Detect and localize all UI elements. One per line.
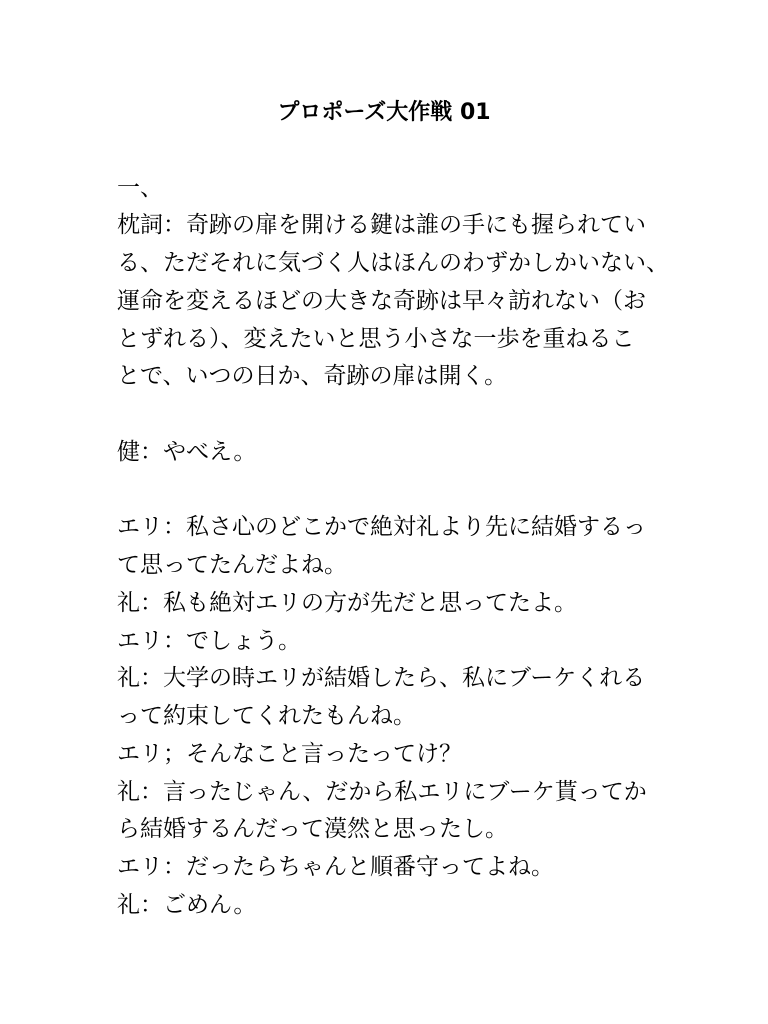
epigraph-line: とずれる）、変えたいと思う小さな一歩を重ねるこ <box>117 325 635 352</box>
dialogue-line: エリ：でしょう。 <box>117 627 301 654</box>
document-title: プロポーズ大作戦 01 <box>277 100 491 125</box>
dialogue-line: 礼：大学の時エリが結婚したら、私にブーケくれる <box>117 665 646 692</box>
blank-line <box>0 132 768 170</box>
epigraph <box>0 207 768 396</box>
dialogue-line: エリ：だったらちゃんと順番守ってよね。 <box>117 854 554 880</box>
scene-2 <box>0 509 768 924</box>
document-body <box>0 94 768 925</box>
epigraph-line: る、ただそれに気づく人はほんのわずかしかいない、 <box>117 250 669 276</box>
dialogue-line: ら結婚するんだって漠然と思ったし。 <box>117 816 508 843</box>
dialogue-line: エリ；そんなこと言ったってけ？ <box>117 740 462 767</box>
blank-line <box>0 396 768 434</box>
epigraph-line: 運命を変えるほどの大きな奇跡は早々訪れない（お <box>117 287 646 314</box>
dialogue-line: 礼：言ったじゃん、だから私エリにブーケ貰ってか <box>117 778 647 805</box>
section-number: 一、 <box>117 174 163 201</box>
dialogue-line: 健：やべえ。 <box>117 438 257 465</box>
dialogue-line: 礼：ごめん。 <box>117 891 257 918</box>
dialogue-line: って約束してくれたもんね。 <box>117 703 416 729</box>
scene-1 <box>0 434 768 472</box>
dialogue-line: て思ってたんだよね。 <box>117 552 347 578</box>
dialogue-line: エリ：私さ心のどこかで絶対礼より先に結婚するっ <box>117 514 646 541</box>
dialogue-line: 礼：私も絶対エリの方が先だと思ってたよ。 <box>117 589 577 616</box>
epigraph-line: とで、いつの日か、奇跡の扉は開く。 <box>117 363 508 390</box>
blank-line <box>0 472 768 510</box>
epigraph-line: 枕詞：奇跡の扉を開ける鍵は誰の手にも握られてい <box>117 212 646 239</box>
